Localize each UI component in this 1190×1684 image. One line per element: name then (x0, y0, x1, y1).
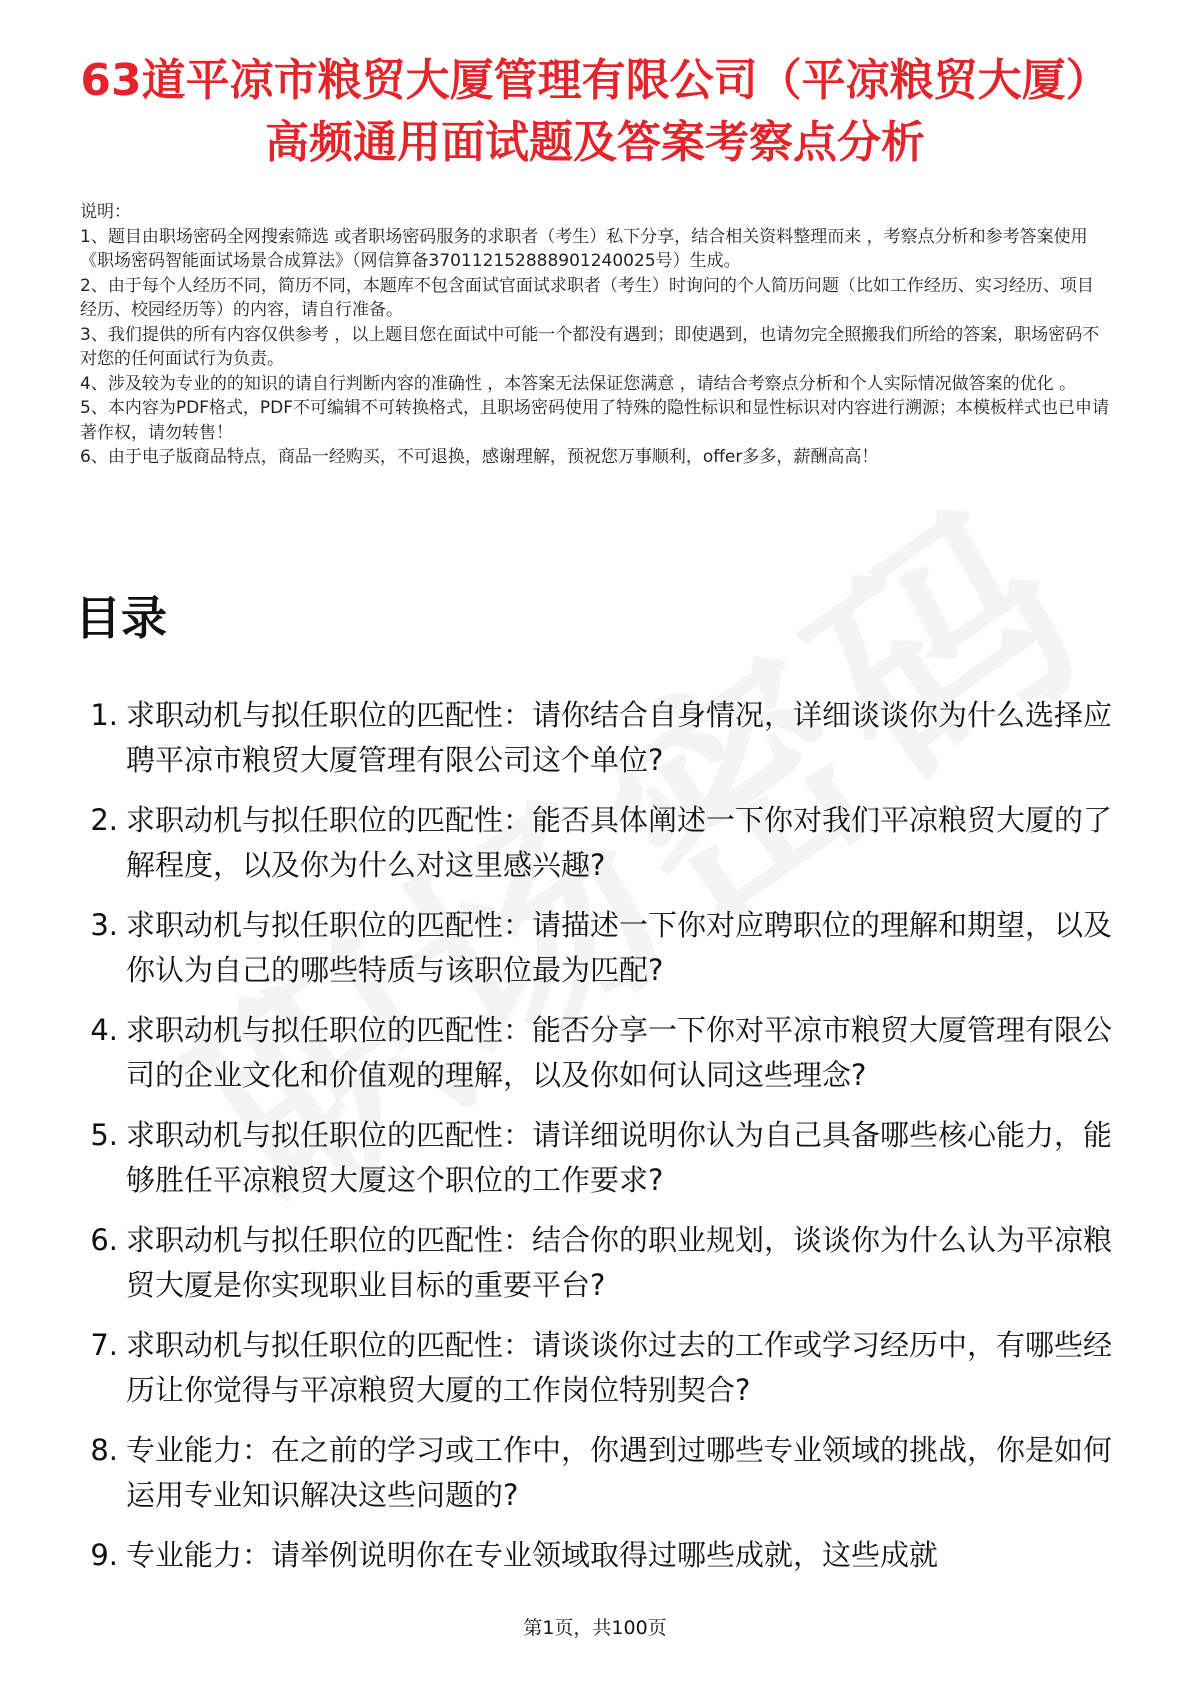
note-item: 6、由于电子版商品特点，商品一经购买，不可退换，感谢理解，预祝您万事顺利，offer多多，薪酬高高！ (80, 447, 879, 467)
toc-item[interactable] (72, 903, 1122, 993)
note-item: 4、涉及较为专业的的知识的请自行判断内容的准确性 ，本答案无法保证您满意 ，请结合考察点分析和个人实际情况做答案的优化 。 (80, 373, 1077, 394)
toc-item-number: 9. (90, 1538, 118, 1572)
toc-item-number: 3. (90, 908, 118, 942)
toc-item-text[interactable]: 专业能力：在之前的学习或工作中，你遇到过哪些专业领域的挑战，你是如何运用专业知识解决这些问题的? (126, 1433, 1113, 1512)
toc-item[interactable] (72, 1428, 1122, 1518)
note-item: 2、由于每个人经历不同，简历不同，本题库不包含面试官面试求职者（考生）时询问的个人简历问题（比如工作经历、实习经历、项目经历、校园经历等）的内容，请自行准备。 (80, 275, 1094, 320)
toc-item[interactable] (72, 1323, 1122, 1413)
toc-item-text[interactable]: 求职动机与拟任职位的匹配性：能否具体阐述一下你对我们平凉粮贸大厦的了解程度，以及你为什么对这里感兴趣? (126, 803, 1113, 882)
toc-item[interactable] (72, 1218, 1122, 1308)
toc-item-text[interactable]: 求职动机与拟任职位的匹配性：请描述一下你对应聘职位的理解和期望，以及你认为自己的哪些特质与该职位最为匹配? (126, 908, 1113, 987)
toc-item-number: 7. (90, 1328, 118, 1362)
toc-item-number: 4. (90, 1013, 118, 1047)
notes-section (80, 200, 1110, 470)
toc-item-text[interactable]: 求职动机与拟任职位的匹配性：结合你的职业规划，谈谈你为什么认为平凉粮贸大厦是你实现职业目标的重要平台? (126, 1223, 1113, 1302)
note-item: 1、题目由职场密码全网搜索筛选 或者职场密码服务的求职者（考生）私下分享，结合相关资料整理而来 ，考察点分析和参考答案使用《职场密码智能面试场景合成算法》（网信算备370112152888901240025号）生成。 (80, 226, 1088, 271)
note-item: 5、本内容为PDF格式，PDF不可编辑不可转换格式，且职场密码使用了特殊的隐性标识和显性标识对内容进行溯源；本模板样式也已申请著作权，请勿转售！ (80, 398, 1110, 443)
toc-item-text[interactable]: 求职动机与拟任职位的匹配性：请谈谈你过去的工作或学习经历中，有哪些经历让你觉得与平凉粮贸大厦的工作岗位特别契合? (126, 1328, 1113, 1407)
toc-item[interactable] (72, 1113, 1122, 1203)
toc-item-number: 8. (90, 1433, 118, 1467)
toc-item-number: 1. (90, 698, 118, 732)
page-number: 第1页，共100页 (523, 1617, 667, 1639)
toc-item[interactable] (72, 693, 1122, 783)
toc-item-number: 6. (90, 1223, 118, 1257)
note-item: 3、我们提供的所有内容仅供参考 ，以上题目您在面试中可能一个都没有遇到；即使遇到，也请勿完全照搬我们所给的答案，职场密码不对您的任何面试行为负责。 (80, 324, 1100, 369)
document-title: 63道平凉市粮贸大厦管理有限公司（平凉粮贸大厦）高频通用面试题及答案考察点分析 (80, 55, 1110, 168)
notes-heading: 说明： (80, 202, 131, 222)
toc-item[interactable] (72, 1533, 1122, 1578)
toc-heading: 目录 (75, 591, 167, 645)
toc-item[interactable] (72, 1008, 1122, 1098)
toc-list (72, 693, 1122, 1593)
toc-item-text[interactable]: 求职动机与拟任职位的匹配性：请你结合自身情况，详细谈谈你为什么选择应聘平凉市粮贸大厦管理有限公司这个单位? (126, 698, 1113, 777)
toc-item-text[interactable]: 求职动机与拟任职位的匹配性：请详细说明你认为自己具备哪些核心能力，能够胜任平凉粮贸大厦这个职位的工作要求? (126, 1118, 1113, 1197)
toc-item[interactable] (72, 798, 1122, 888)
toc-item-text[interactable]: 专业能力：请举例说明你在专业领域取得过哪些成就，这些成就 (126, 1538, 939, 1572)
toc-item-text[interactable]: 求职动机与拟任职位的匹配性：能否分享一下你对平凉市粮贸大厦管理有限公司的企业文化和价值观的理解，以及你如何认同这些理念? (126, 1013, 1113, 1092)
toc-item-number: 5. (90, 1118, 118, 1152)
toc-item-number: 2. (90, 803, 118, 837)
